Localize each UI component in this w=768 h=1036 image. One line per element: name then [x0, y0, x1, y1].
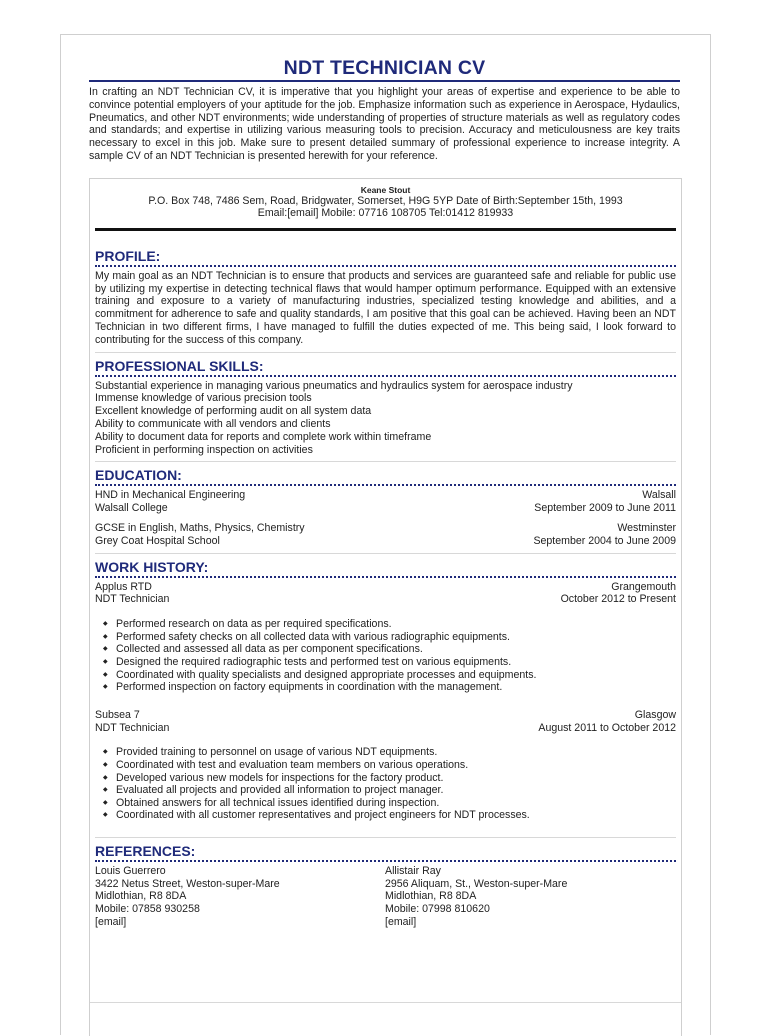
title-underline — [89, 80, 680, 82]
section-heading: PROFESSIONAL SKILLS: — [95, 357, 264, 374]
skill-item: Substantial experience in managing various pneumatics and hydraulics system for aerospace industry — [95, 379, 573, 392]
skills-section — [95, 358, 676, 463]
section-rule — [95, 860, 676, 862]
duty-item: ◆ Performed inspection on factory equipments in coordination with the management. — [103, 681, 676, 694]
role: NDT Technician — [95, 721, 170, 734]
skill-item: Ability to communicate with all vendors and clients — [95, 417, 331, 430]
school: Walsall College — [95, 502, 168, 515]
ref-name: Allistair Ray — [385, 864, 441, 877]
ref-area: Midlothian, R8 8DA — [385, 890, 477, 903]
qualification: HND in Mechanical Engineering — [95, 489, 246, 502]
role: NDT Technician — [95, 593, 170, 606]
ref-email: [email] — [95, 916, 127, 929]
qualification: GCSE in English, Maths, Physics, Chemistry — [95, 521, 305, 534]
duty-item: ◆ Developed various new models for inspections for the factory product. — [103, 772, 676, 785]
ref-street: 2956 Aliquam, St., Weston-super-Mare — [385, 877, 568, 890]
reference-entry — [385, 865, 675, 929]
job-entry — [95, 581, 676, 694]
duty-item: ◆ Provided training to personnel on usage of various NDT equipments. — [103, 746, 676, 759]
company: Subsea 7 — [95, 708, 140, 721]
duty-item: ◆ Obtained answers for all technical issues identified during inspection. — [103, 797, 676, 810]
dates: September 2004 to June 2009 — [533, 534, 676, 547]
profile-section — [95, 248, 676, 353]
dates: August 2011 to October 2012 — [538, 721, 676, 734]
section-separator — [95, 837, 676, 838]
work-section — [95, 559, 676, 838]
duty-list — [95, 618, 676, 694]
bottom-divider — [90, 1002, 681, 1003]
duty-list — [95, 746, 676, 822]
section-separator — [95, 352, 676, 353]
section-rule — [95, 576, 676, 578]
skill-item: Excellent knowledge of performing audit on all system data — [95, 405, 372, 418]
location: Walsall — [642, 489, 676, 502]
ref-area: Midlothian, R8 8DA — [95, 890, 187, 903]
dates: September 2009 to June 2011 — [534, 502, 676, 515]
section-rule — [95, 484, 676, 486]
education-entry — [95, 489, 676, 515]
candidate-contact: Email:[email] Mobile: 07716 108705 Tel:01412 819933 — [257, 207, 514, 220]
duty-item: ◆ Evaluated all projects and provided all information to project manager. — [103, 784, 676, 797]
ref-name: Louis Guerrero — [95, 864, 166, 877]
page-title: NDT TECHNICIAN CV — [283, 57, 486, 79]
section-rule — [95, 375, 676, 377]
company: Applus RTD — [95, 580, 152, 593]
skill-item: Immense knowledge of various precision tools — [95, 392, 312, 405]
reference-list — [95, 865, 676, 929]
section-heading: PROFILE: — [95, 247, 161, 264]
education-entry — [95, 522, 676, 548]
duty-item: ◆ Coordinated with test and evaluation team members on various operations. — [103, 759, 676, 772]
location: Grangemouth — [611, 580, 676, 593]
section-heading: WORK HISTORY: — [95, 558, 209, 575]
references-section — [95, 843, 676, 929]
duty-item: ◆ Collected and assessed all data as per component specifications. — [103, 643, 676, 656]
duty-item: ◆ Performed safety checks on all collected data with various radiographic equipments. — [103, 631, 676, 644]
ref-mobile: Mobile: 07858 930258 — [95, 903, 200, 916]
candidate-name: Keane Stout — [360, 185, 411, 195]
section-heading: EDUCATION: — [95, 467, 182, 484]
school: Grey Coat Hospital School — [95, 534, 220, 547]
ref-street: 3422 Netus Street, Weston-super-Mare — [95, 877, 280, 890]
duty-item: ◆ Coordinated with quality specialists and designed appropriate processes and equipments. — [103, 669, 676, 682]
cv-box — [89, 178, 682, 1036]
skill-item: Proficient in performing inspection on activities — [95, 443, 313, 456]
skill-item: Ability to document data for reports and complete work within timeframe — [95, 430, 432, 443]
section-heading: REFERENCES: — [95, 842, 196, 859]
ref-mobile: Mobile: 07998 810620 — [385, 903, 490, 916]
dates: October 2012 to Present — [560, 593, 676, 606]
section-separator — [95, 553, 676, 554]
job-entry — [95, 709, 676, 822]
duty-item: ◆ Coordinated with all customer representatives and project engineers for NDT processes. — [103, 809, 676, 822]
duty-item: ◆ Designed the required radiographic tests and performed test on various equipments. — [103, 656, 676, 669]
section-rule — [95, 265, 676, 267]
reference-entry — [95, 865, 385, 929]
duty-item: ◆ Performed research on data as per required specifications. — [103, 618, 676, 631]
candidate-address: P.O. Box 748, 7486 Sem, Road, Bridgwater, Somerset, H9G 5YP Date of Birth:September 15th, 1993 — [148, 195, 623, 207]
header-divider — [95, 228, 676, 231]
title-block — [89, 57, 680, 82]
intro-paragraph: In crafting an NDT Technician CV, it is imperative that you highlight your areas of expertise and experience to be able to convince potential employers of your aptitude for the job. Emphasize information such as experience in Aerospace, Hydaulics, Pneumatics, and other NDT environments; wide understanding of properties of structure materials as well as regulatory codes and standards; and expertise in utilizing various measuring tools to precision. Accuracy and meticulousness are key traits necessary to excel in this job. Make sure to present detailed summary of professional experience to increase integrity. A sample CV of an NDT Technician is presented herewith for your reference. — [89, 86, 680, 162]
document-page — [60, 34, 711, 1035]
ref-email: [email] — [385, 916, 417, 929]
section-separator — [95, 461, 676, 462]
location: Westminster — [617, 521, 676, 534]
education-section — [95, 467, 676, 553]
profile-text: My main goal as an NDT Technician is to ensure that products and services are guaranteed safe and reliable for public use by utilizing my expertise in detecting technical flaws that would hamper optimum performance. Equipped with an extensive training and exposure to a variety of manufacturing industries, specialized testing knowledge and abilities, and a commitment for adherence to safe and quality standards, I am positive that this goal can be achieved. Having been an NDT Technician in two different firms, I have managed to fulfill the duties expected of me. This being said, I look forward to contributing for the success of this company. — [95, 269, 676, 346]
location: Glasgow — [634, 708, 676, 721]
